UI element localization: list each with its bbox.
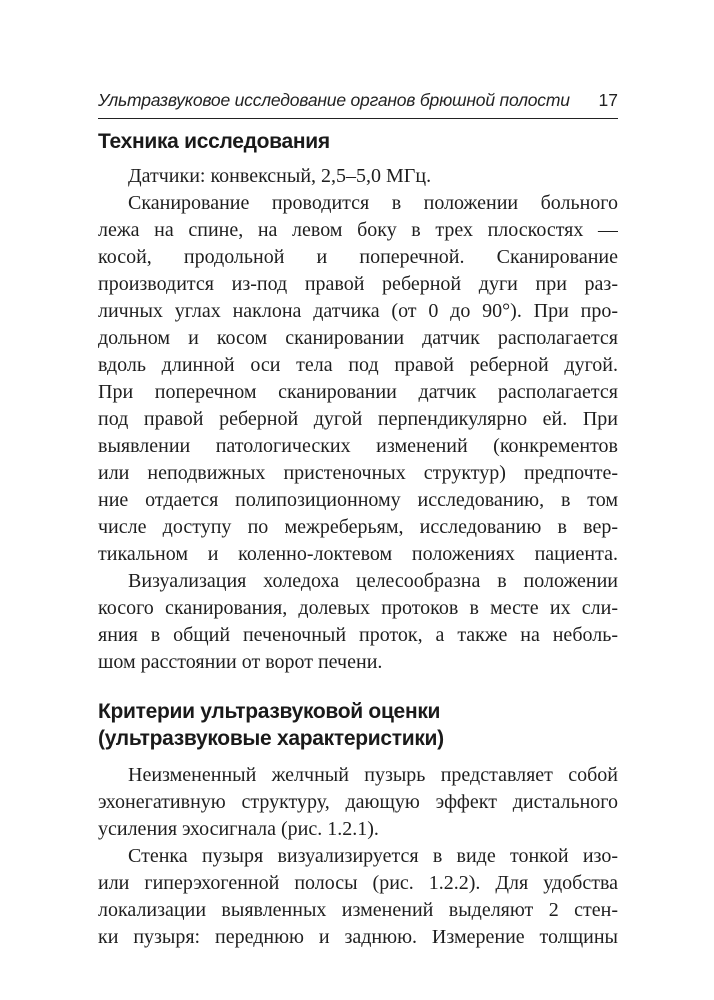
section-heading-criteria-subtitle: (ультразвуковые характеристики) <box>98 727 444 750</box>
section-heading-technique: Техника исследования <box>98 130 330 153</box>
paragraph-line: Датчики: конвексный, 2,5–5,0 МГц. <box>128 165 432 187</box>
paragraph-line: яния в общий печеночный проток, а также на неболь- <box>98 624 618 646</box>
paragraph-line: или неподвижных пристеночных структур) предпочте- <box>98 462 618 484</box>
running-header <box>98 88 618 119</box>
section-heading-criteria: Критерии ультразвуковой оценки <box>98 700 441 723</box>
paragraph-line: Визуализация холедоха целесообразна в положении <box>128 570 618 592</box>
paragraph-line: косой, продольной и поперечной. Сканирование <box>98 246 618 268</box>
paragraph-line: или гиперэхогенной полосы (рис. 1.2.2). Для удобства <box>98 872 618 894</box>
paragraph-line: дольном и косом сканировании датчик располагается <box>98 327 618 349</box>
paragraph-line: Неизмененный желчный пузырь представляет собой <box>128 764 618 786</box>
paragraph-line: производится из-под правой реберной дуги при раз- <box>98 273 618 295</box>
paragraph-line: тикальном и коленно-локтевом положениях пациента. <box>98 543 618 565</box>
paragraph-line: числе доступу по межреберьям, исследованию в вер- <box>98 516 618 538</box>
paragraph-line: усиления эхосигнала (рис. 1.2.1). <box>98 818 379 840</box>
paragraph-line: ки пузыря: переднюю и заднюю. Измерение толщины <box>98 926 618 948</box>
paragraph-line: При поперечном сканировании датчик располагается <box>98 381 618 403</box>
paragraph-line: эхонегативную структуру, дающую эффект дистального <box>98 791 618 813</box>
paragraph-line: косого сканирования, долевых протоков в месте их сли- <box>98 597 618 619</box>
paragraph-line: под правой реберной дугой перпендикулярно ей. При <box>98 408 618 430</box>
paragraph-line: лежа на спине, на левом боку в трех плоскостях — <box>98 219 618 241</box>
paragraph-line: выявлении патологических изменений (конкрементов <box>98 435 618 457</box>
page-number: 17 <box>598 90 618 110</box>
running-title: Ультразвуковое исследование органов брюшной полости <box>98 90 570 110</box>
paragraph-line: личных углах наклона датчика (от 0 до 90°). При про- <box>98 300 618 322</box>
paragraph-line: локализации выявленных изменений выделяют 2 стен- <box>98 899 618 921</box>
paragraph-line: шом расстоянии от ворот печени. <box>98 651 383 673</box>
paragraph-line: Стенка пузыря визуализируется в виде тонкой изо- <box>128 845 618 867</box>
paragraph-line: вдоль длинной оси тела под правой реберной дугой. <box>98 354 618 376</box>
paragraph-line: ние отдается полипозиционному исследованию, в том <box>98 489 618 511</box>
paragraph-line: Сканирование проводится в положении больного <box>128 192 618 214</box>
